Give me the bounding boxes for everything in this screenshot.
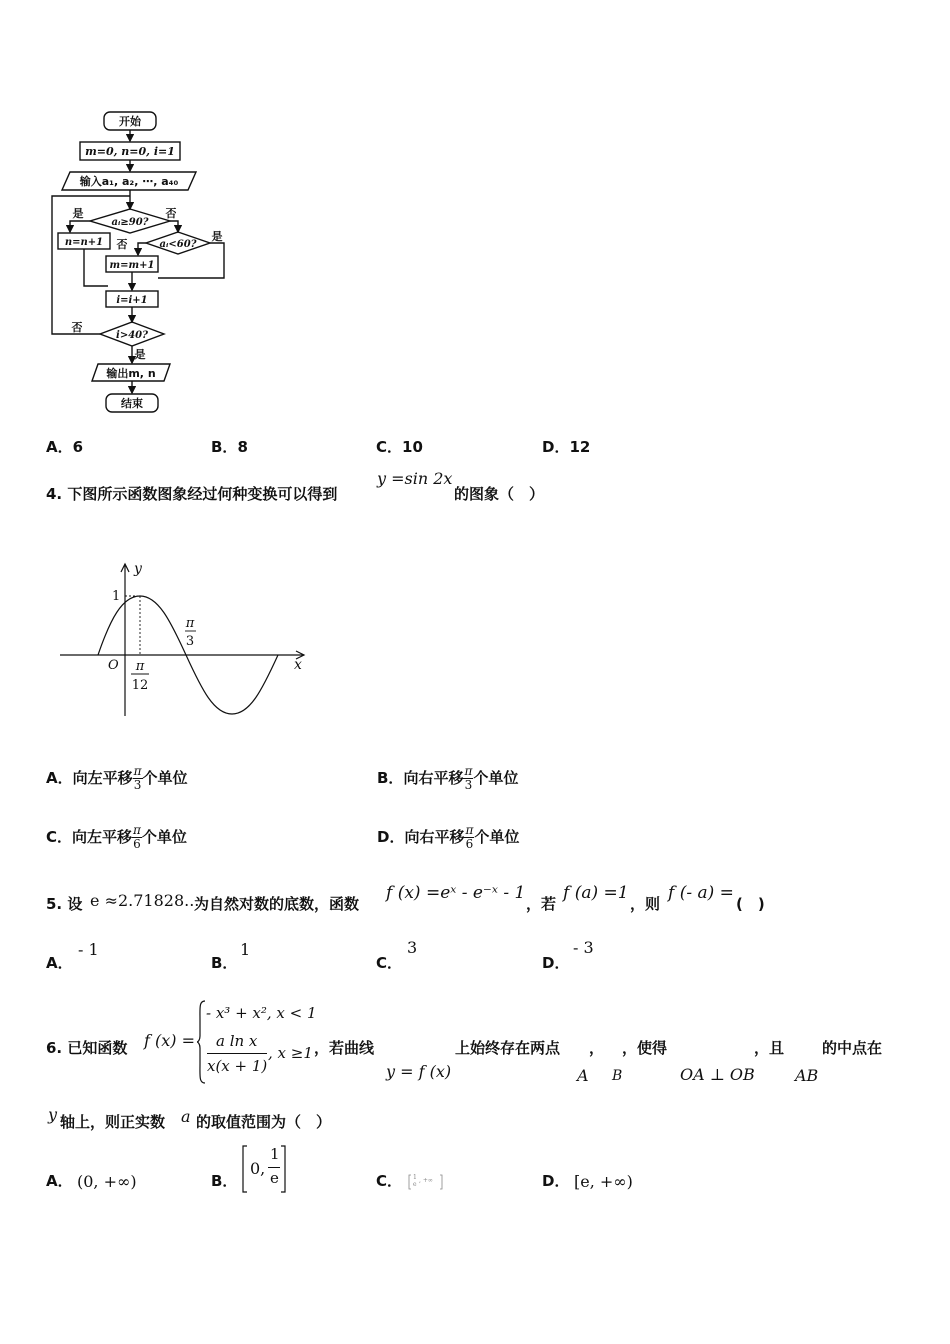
question-number: 6. [46,1039,63,1057]
fraction: $\frac{\pi}{3}$ [464,764,473,792]
frac-rest: , +∞ [419,1177,433,1184]
q3-option-d[interactable] [542,436,590,457]
q6-line2-t2: 的取值范围为（ ） [196,1113,332,1131]
sine-graph [58,558,314,720]
q5-option-c-value: 3 [407,938,418,957]
option-label: C． [46,828,73,846]
q5-t3: ，若 [526,895,557,913]
q5-f4: f (- a) = [668,883,734,903]
zero: 0, [250,1159,266,1178]
y-axis-label: y [134,561,142,577]
q6-point-b: B [612,1068,623,1084]
q6-curve: y = f (x) [386,1062,452,1081]
q4-text-before: 下图所示函数图象经过何种变换可以得到 [67,485,338,503]
flow-m-text: m=m+1 [109,260,155,271]
option-value: 8 [237,438,248,456]
q5-f3: f (a) =1 [563,883,629,903]
q5-t5: ( ) [736,895,765,913]
q5-t2: 为自然对数的底数，函数 [194,895,360,913]
flow-input-text: 输入a₁, a₂, ⋯, a₄₀ [79,175,179,188]
q6-option-b[interactable] [211,1170,237,1191]
flow-init-text: m=0, n=0, i=1 [85,145,175,158]
q6-point-a: A [577,1066,589,1085]
flow-n-text: n=n+1 [64,237,104,248]
pi12-den: 12 [131,678,149,693]
pi3-den: 3 [185,634,195,649]
fraction: $\frac{\pi}{6}$ [465,823,474,851]
q6-option-c-value [408,1174,444,1190]
q5-option-a[interactable] [46,952,73,973]
q6-case2-den: x(x + 1) [207,1057,268,1075]
flow-yes-2: 是 [211,230,223,243]
flow-end-text: 结束 [121,397,143,410]
q6-option-d-value: [e, +∞) [574,1172,633,1191]
q6-option-a[interactable] [46,1170,73,1191]
option-label: D． [542,954,570,972]
flowchart [40,100,240,420]
flow-yes-1: 是 [72,207,84,220]
q4-option-b[interactable] [377,765,518,792]
q5-t4: ，则 [630,895,661,913]
q4-formula: y =sin 2x [377,469,453,488]
q4-option-a[interactable] [46,765,188,792]
q6-case2-line [207,1053,267,1054]
q5-t1: 设 [67,895,83,913]
option-text: 个单位 [473,769,519,787]
q6-ab: AB [795,1066,819,1085]
q6-fx: f (x) = [144,1031,196,1050]
fraction: $\frac{\pi}{6}$ [133,823,141,851]
q6-case1: - x³ + x², x < 1 [206,1004,317,1022]
q6-line2-y: y [48,1105,58,1124]
q4-option-d[interactable] [377,824,519,851]
origin-label: O [108,658,119,673]
question-number: 5. [46,895,63,913]
q4-text-after: 的图象（ ） [454,485,545,503]
q6-perp: OA ⊥ OB [680,1065,755,1084]
piecewise-brace [196,1000,206,1084]
q6-sep2: ，使得 [622,1039,668,1057]
bracket-left [242,1145,248,1193]
frac-num: 1 [270,1145,280,1163]
option-text: 向左平移 [72,769,133,787]
flow-no-1: 否 [165,207,177,220]
option-value: 6 [72,438,84,456]
flow-yes-3: 是 [134,348,146,361]
option-label: C． [376,954,403,972]
option-text: 向右平移 [403,769,464,787]
q5-f1: e ≈2.71828... [90,891,200,910]
x-axis-label: x [294,657,302,673]
bracket-right [280,1145,286,1193]
option-label: B． [377,769,404,787]
option-text: 向左平移 [72,828,133,846]
option-text: 向右平移 [404,828,465,846]
fraction: $\frac{\pi}{3}$ [133,764,142,792]
option-label: B． [211,1172,238,1190]
flow-no-3: 否 [71,321,83,334]
q3-option-c[interactable] [376,436,423,457]
flow-cond1-text: aᵢ≥90? [111,217,149,228]
frac-num: 1 [413,1174,417,1181]
q6-case2-num: a ln x [216,1032,258,1050]
option-label: A． [46,954,73,972]
q5-option-a-value: - 1 [78,940,99,959]
q6-t5: 的中点在 [822,1039,883,1057]
tick-one-label: 1 [112,589,121,604]
option-label: B． [211,954,238,972]
option-label: D． [377,828,405,846]
q3-option-a[interactable] [46,436,83,457]
q6-option-a-value: (0, +∞) [77,1172,137,1191]
flow-i-text: i=i+1 [116,295,148,306]
flow-output-text: 输出m, n [106,367,156,380]
option-text: 个单位 [142,769,188,787]
q5-option-b[interactable] [211,952,237,973]
q5-stem [46,893,82,914]
q5-f2: f (x) =eˣ - e⁻ˣ - 1 [386,883,526,903]
option-label: D． [542,1172,570,1190]
option-label: C． [376,438,403,456]
q6-option-b-value [242,1145,286,1193]
flow-cond3-text: i>40? [116,330,148,341]
pi12-num: π [135,659,145,674]
option-label: A． [46,1172,73,1190]
option-value: 12 [569,438,591,456]
q6-stem [46,1037,127,1058]
q6-line2-a: a [181,1107,191,1126]
frac-den: e [413,1181,417,1188]
option-label: D． [542,438,570,456]
q5-option-d[interactable] [542,952,569,973]
q6-sep1: ， [589,1039,605,1057]
frac-den: e [270,1169,279,1187]
q6-t2: ，若曲线 [314,1039,375,1057]
q5-option-c[interactable] [376,952,402,973]
q5-option-d-value: - 3 [573,938,594,957]
option-label: C． [376,1172,403,1190]
q5-option-b-value: 1 [240,940,251,959]
q6-t3: 上始终存在两点 [455,1039,561,1057]
option-text: 个单位 [474,828,520,846]
q6-line2-t1: 轴上，则正实数 [60,1113,166,1131]
flow-start-text: 开始 [119,115,141,128]
option-text: 个单位 [141,828,187,846]
option-label: A． [46,769,73,787]
q6-t4: ，且 [754,1039,785,1057]
option-value: 10 [402,438,423,456]
q6-case2-cond: , x ≥1 [268,1044,313,1062]
q6-option-d[interactable] [542,1170,569,1191]
flow-no-2: 否 [116,238,128,251]
pi3-num: π [185,616,195,631]
option-label: B． [211,438,238,456]
option-label: A． [46,438,73,456]
q6-option-c[interactable] [376,1170,402,1191]
q3-option-b[interactable] [211,436,248,457]
q4-option-c[interactable] [46,824,187,851]
q6-t1: 已知函数 [67,1039,128,1057]
flow-cond2-text: aᵢ<60? [159,239,197,250]
q4-stem [46,483,337,504]
question-number: 4. [46,485,63,503]
